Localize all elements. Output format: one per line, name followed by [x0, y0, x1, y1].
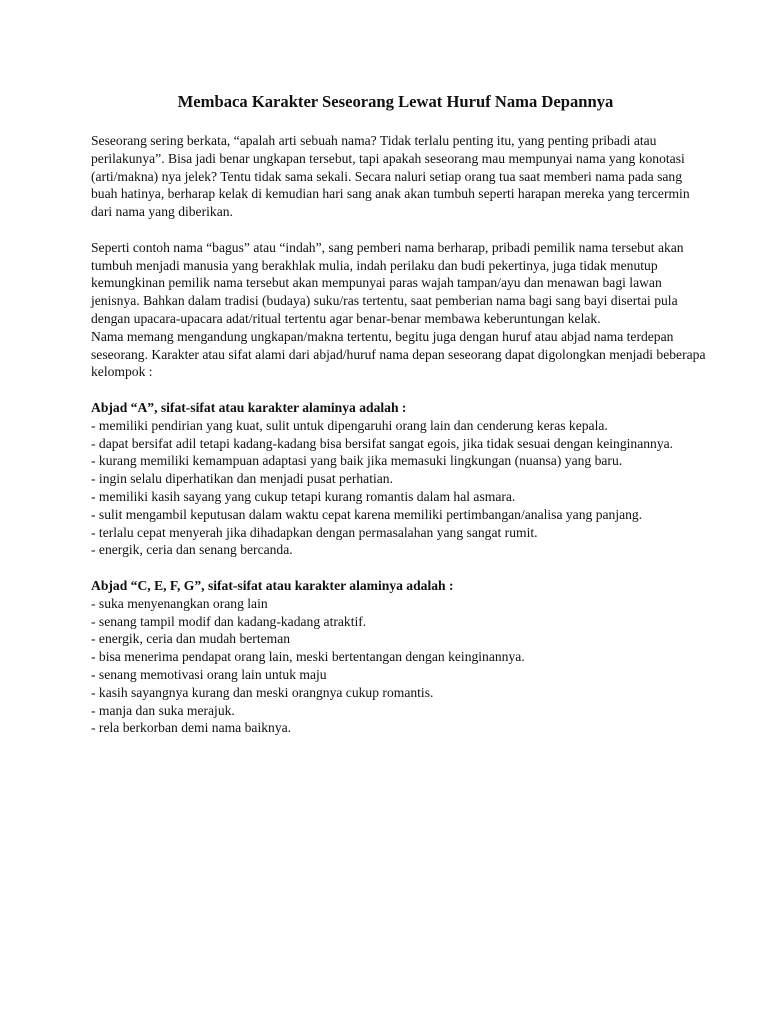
- list-item: - sulit mengambil keputusan dalam waktu cepat karena memiliki pertimbangan/analisa yang panjang.: [91, 506, 643, 522]
- section-list-a: [91, 417, 708, 559]
- section-heading-a: Abjad “A”, sifat-sifat atau karakter alaminya adalah :: [91, 399, 407, 415]
- document-title: Membaca Karakter Seseorang Lewat Huruf Nama Depannya: [177, 92, 614, 111]
- list-item: - kurang memiliki kemampuan adaptasi yang baik jika memasuki lingkungan (nuansa) yang baru.: [91, 453, 623, 469]
- list-item: - senang tampil modif dan kadang-kadang atraktif.: [91, 613, 367, 629]
- intro-paragraph-3: Nama memang mengandung ungkapan/makna tertentu, begitu juga dengan huruf atau abjad nama terdepan seseorang. Karakter atau sifat alami dari abjad/huruf nama depan seseorang dapat digolongkan menjadi beberapa kelompok :: [91, 328, 706, 380]
- list-item: - energik, ceria dan senang bercanda.: [91, 542, 293, 558]
- section-heading-cefg: Abjad “C, E, F, G”, sifat-sifat atau karakter alaminya adalah :: [91, 577, 454, 593]
- list-item: - memiliki kasih sayang yang cukup tetapi kurang romantis dalam hal asmara.: [91, 488, 516, 504]
- list-item: - terlalu cepat menyerah jika dihadapkan dengan permasalahan yang sangat rumit.: [91, 524, 538, 540]
- intro-paragraph-2: Seperti contoh nama “bagus” atau “indah”, sang pemberi nama berharap, pribadi pemilik nama tersebut akan tumbuh menjadi manusia yang berakhlak mulia, indah perilaku dan budi pekertinya, juga tidak menutup kemungkinan pemilik nama tersebut akan mempunyai paras wajah tampan/ayu dan menawan bagi lawan jenisnya. Bahkan dalam tradisi (budaya) suku/ras tertentu, saat pemberian nama bagi sang bayi disertai pula dengan upacara-upacara adat/ritual tertentu agar benar-benar membawa keberuntungan kelak.: [91, 239, 684, 326]
- list-item: - manja dan suka merajuk.: [91, 702, 235, 718]
- list-item: - kasih sayangnya kurang dan meski orangnya cukup romantis.: [91, 684, 434, 700]
- list-item: - energik, ceria dan mudah berteman: [91, 631, 291, 647]
- list-item: - memiliki pendirian yang kuat, sulit untuk dipengaruhi orang lain dan cenderung keras kepala.: [91, 417, 608, 433]
- section-list-cefg: [91, 595, 708, 737]
- list-item: - ingin selalu diperhatikan dan menjadi pusat perhatian.: [91, 471, 393, 487]
- list-item: - rela berkorban demi nama baiknya.: [91, 720, 292, 736]
- intro-paragraph-1: Seseorang sering berkata, “apalah arti sebuah nama? Tidak terlalu penting itu, yang penting pribadi atau perilakunya”. Bisa jadi benar ungkapan tersebut, tapi apakah seseorang mau mempunyai nama yang konotasi (arti/makna) nya jelek? Tentu tidak sama sekali. Secara naluri setiap orang tua saat memberi nama pada sang buah hatinya, berharap kelak di kemudian hari sang anak akan tumbuh seperti harapan mereka yang tercermin dari nama yang diberikan.: [91, 133, 690, 220]
- list-item: - suka menyenangkan orang lain: [91, 595, 268, 611]
- list-item: - senang memotivasi orang lain untuk maju: [91, 666, 327, 682]
- list-item: - bisa menerima pendapat orang lain, meski bertentangan dengan keinginannya.: [91, 649, 525, 665]
- list-item: - dapat bersifat adil tetapi kadang-kadang bisa bersifat sangat egois, jika tidak sesuai dengan keinginannya.: [91, 435, 674, 451]
